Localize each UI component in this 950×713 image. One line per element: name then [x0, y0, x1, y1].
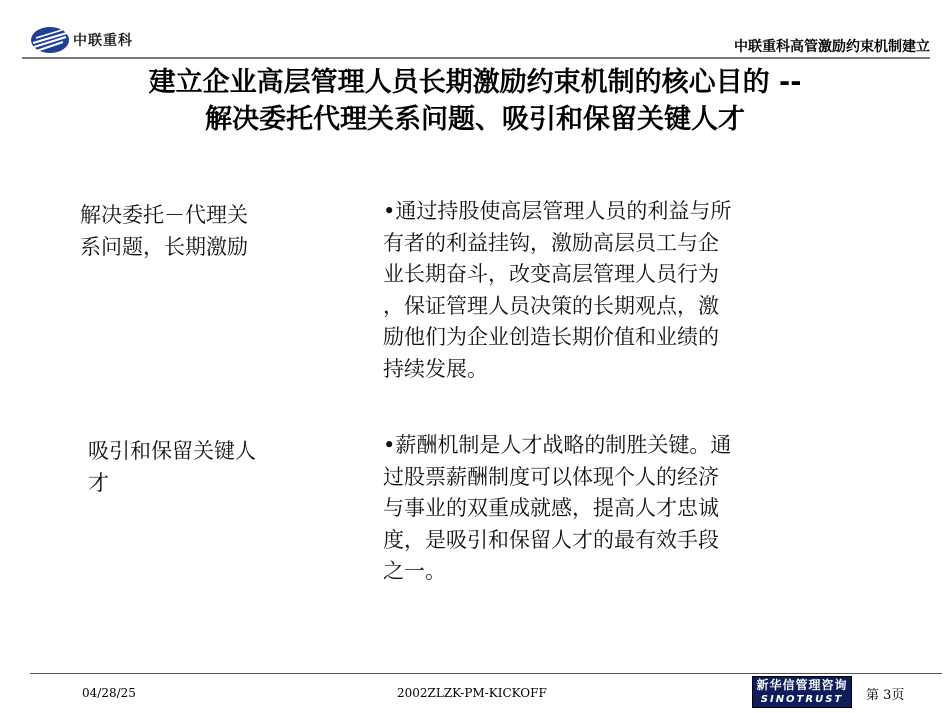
badge-english-text: SINOTRUST: [760, 694, 844, 705]
footer-divider: [30, 673, 942, 674]
slide-title-line-2: 解决委托代理关系问题、吸引和保留关键人才: [205, 104, 745, 135]
item-description-1-line: 业长期奋斗，改变高层管理人员行为: [383, 262, 719, 286]
sinotrust-badge: [752, 676, 852, 708]
badge-chinese-text: 新华信管理咨询: [756, 678, 848, 692]
item-description-1-line: 持续发展。: [383, 356, 488, 381]
slide-title: [0, 64, 950, 138]
item-label-2-line: 才: [88, 471, 109, 495]
item-description-2-line: 度，是吸引和保留人才的最有效手段: [383, 527, 719, 552]
logo-emblem-icon: [30, 24, 70, 56]
item-label-1-line: 解决委托－代理关: [80, 203, 248, 227]
item-label-1: [80, 199, 320, 263]
item-description-2: [383, 430, 825, 588]
item-label-2-line: 吸引和保留关键人: [88, 439, 256, 463]
item-description-2-line: 之一。: [383, 559, 446, 583]
item-description-2-line: 过股票薪酬制度可以体现个人的经济: [383, 464, 719, 489]
header-divider: [22, 57, 930, 59]
logo-text: 中联重科: [73, 33, 133, 49]
footer-date: 04/28/25: [82, 686, 136, 700]
item-description-1-line: •通过持股使高层管理人员的利益与所: [383, 199, 732, 223]
item-description-1-line: ，保证管理人员决策的长期观点，激: [383, 293, 719, 318]
item-description-1-line: 有者的利益挂钩，激励高层员工与企: [383, 230, 719, 255]
item-description-2-line: •薪酬机制是人才战略的制胜关键。通: [383, 433, 732, 457]
item-label-2: [88, 435, 328, 499]
item-description-1-line: 励他们为企业创造长期价值和业绩的: [383, 325, 719, 349]
item-description-1: [383, 196, 825, 385]
page-number: 第 3页: [866, 688, 905, 703]
item-description-2-line: 与事业的双重成就感，提高人才忠诚: [383, 496, 719, 520]
header-title: 中联重科高管激励约束机制建立: [734, 39, 930, 55]
footer-project-code: 2002ZLZK-PM-KICKOFF: [397, 686, 547, 700]
item-label-1-line: 系问题，长期激励: [80, 235, 248, 259]
slide-title-line-1: 建立企业高层管理人员长期激励约束机制的核心目的 --: [148, 67, 802, 98]
